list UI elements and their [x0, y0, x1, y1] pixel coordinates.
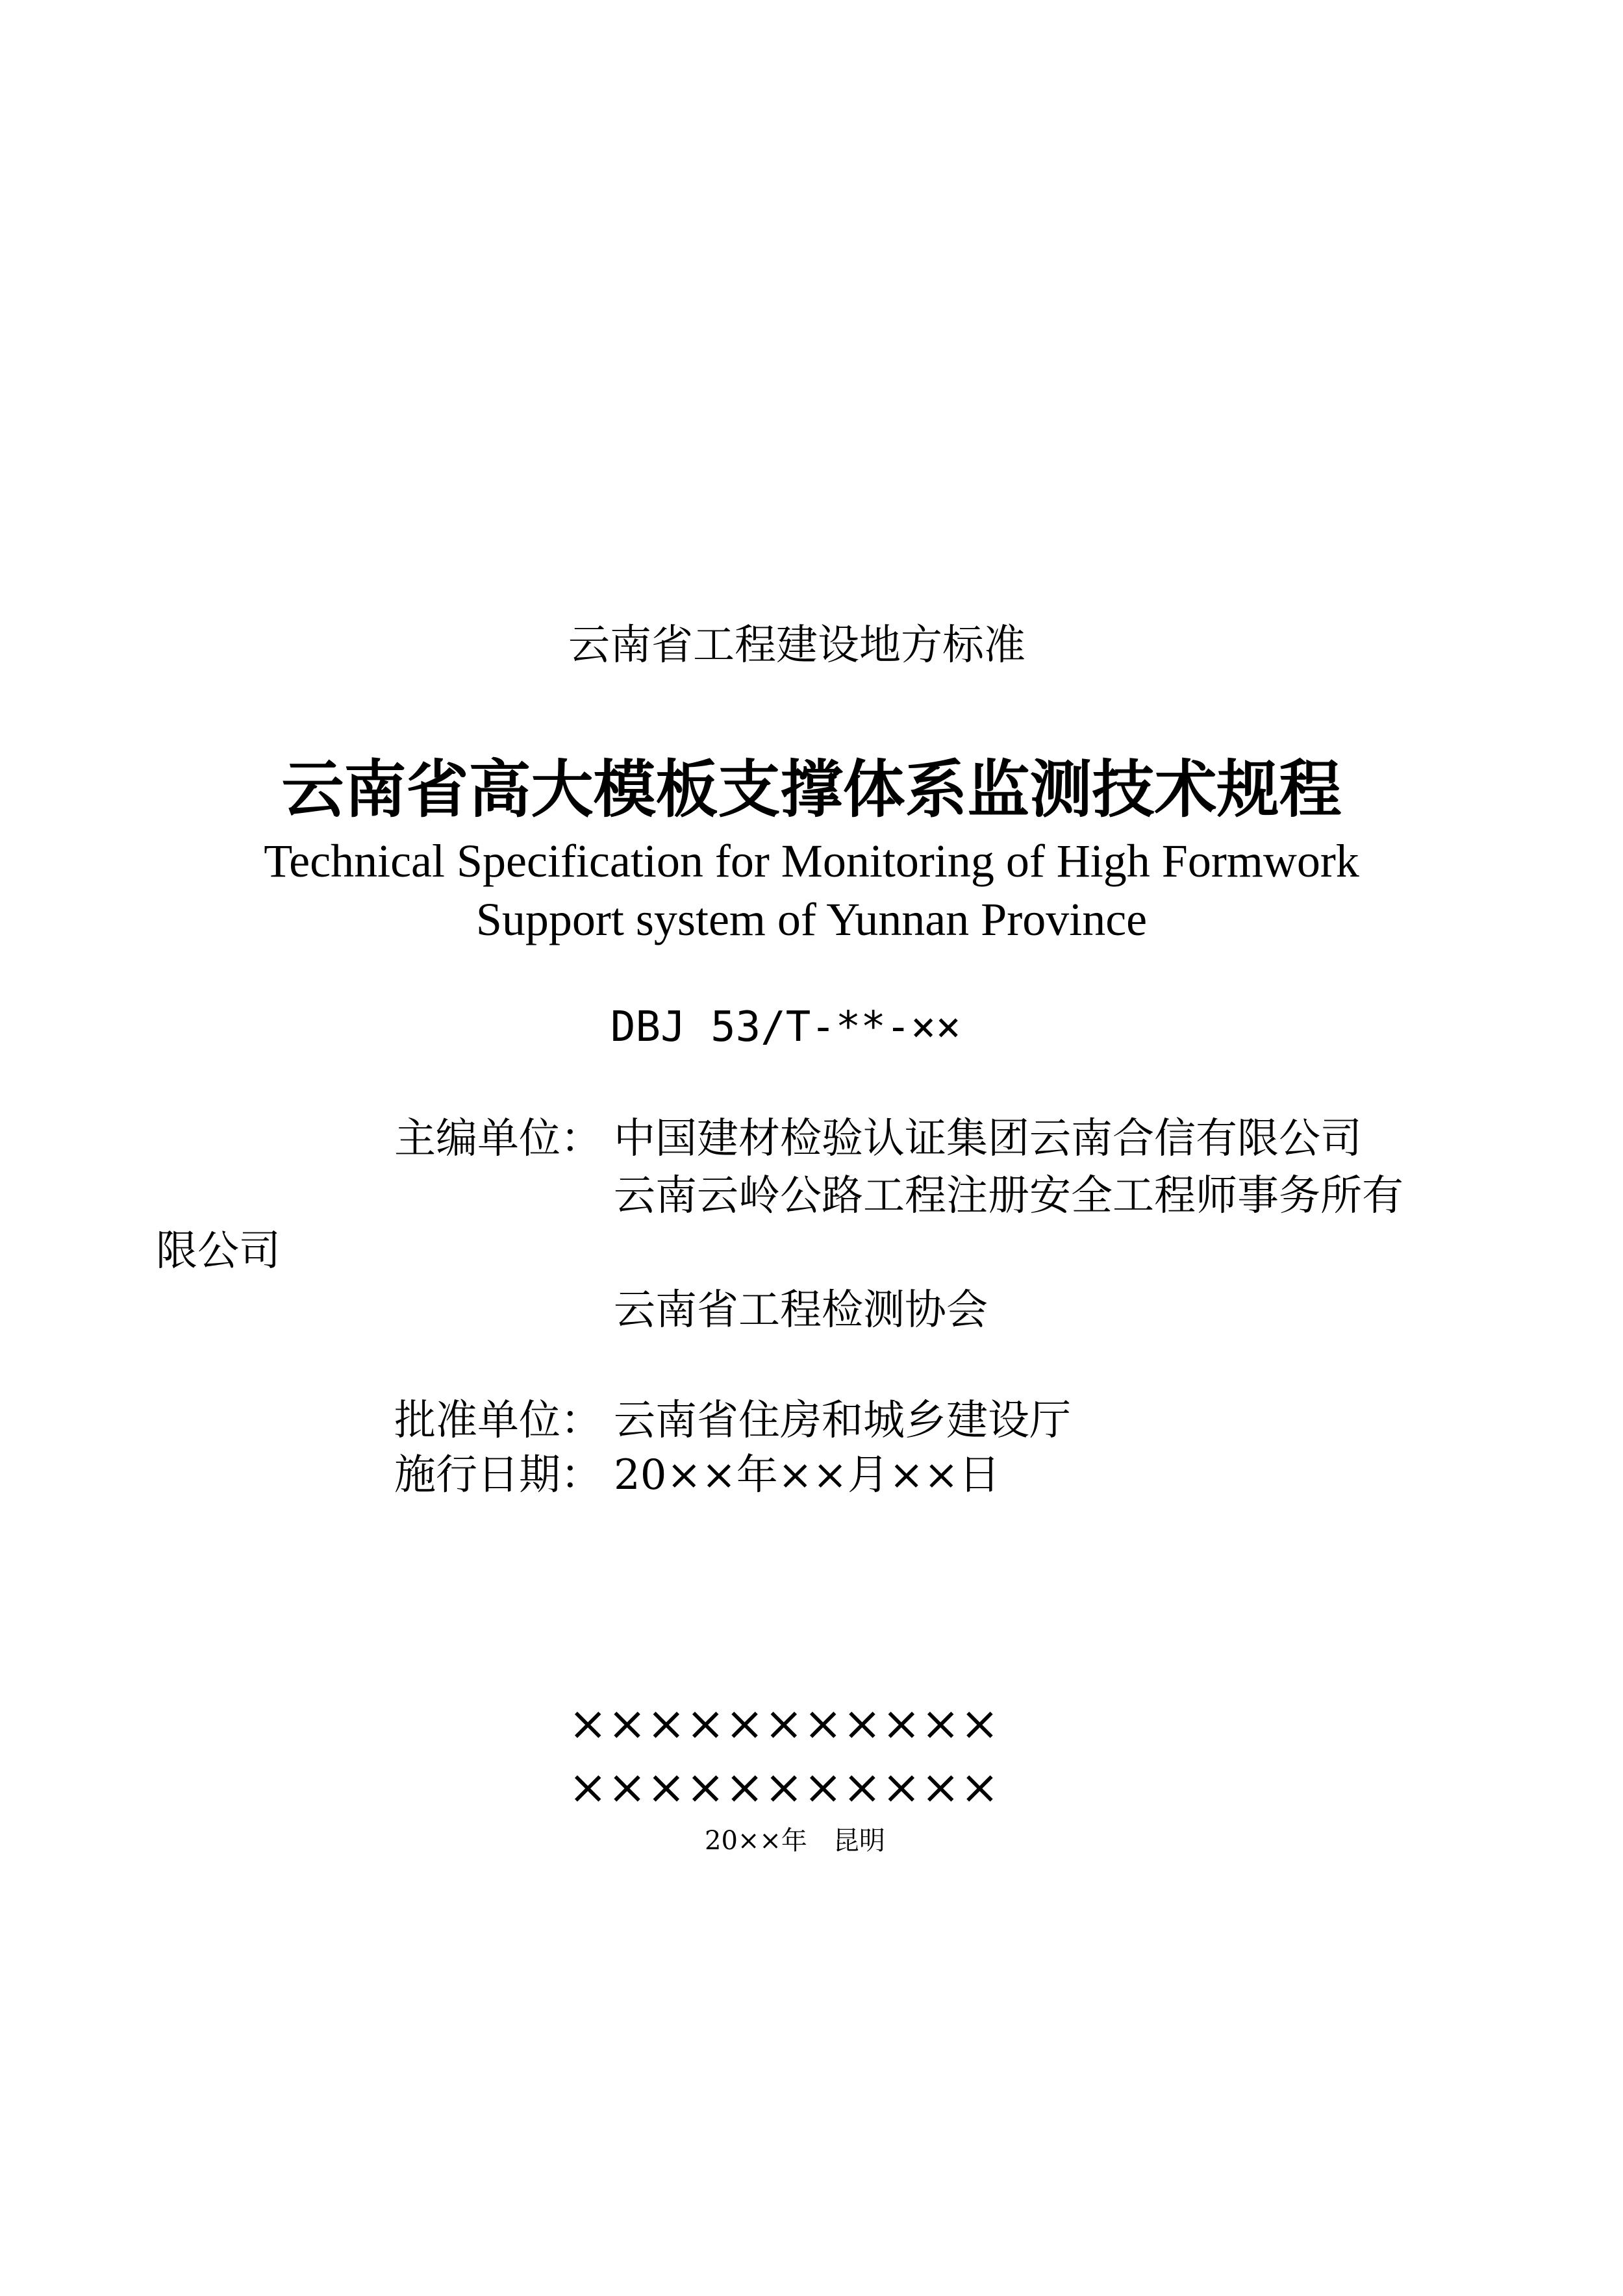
- publisher-line-2: ×××××××××××: [568, 1760, 1000, 1814]
- standard-series: 云南省工程建设地方标准: [568, 621, 1025, 669]
- approver-label: 批准单位：: [394, 1397, 602, 1445]
- title-english-line2: Support system of Yunnan Province: [475, 893, 1148, 945]
- editor-org-2-continuation: 限公司: [156, 1227, 281, 1275]
- title-english-line1: Technical Specification for Monitoring of High Formwork: [264, 835, 1359, 887]
- editor-org-1: 中国建材检验认证集团云南合信有限公司: [614, 1115, 1362, 1163]
- standard-code: DBJ 53/T-**-××: [610, 1003, 961, 1051]
- effective-date-value: 20××年××月××日: [614, 1451, 1001, 1499]
- editor-label: 主编单位：: [394, 1115, 602, 1163]
- effective-date-label: 施行日期：: [394, 1451, 602, 1499]
- editor-org-2: 云南云岭公路工程注册安全工程师事务所有: [614, 1172, 1403, 1220]
- editor-org-3: 云南省工程检测协会: [614, 1286, 988, 1334]
- approver-value: 云南省住房和城乡建设厅: [614, 1397, 1071, 1445]
- publisher-line-1: ×××××××××××: [568, 1696, 1000, 1751]
- publish-year-city: 20××年 昆明: [705, 1826, 885, 1856]
- title-chinese: 云南省高大模板支撑体系监测技术规程: [281, 753, 1342, 826]
